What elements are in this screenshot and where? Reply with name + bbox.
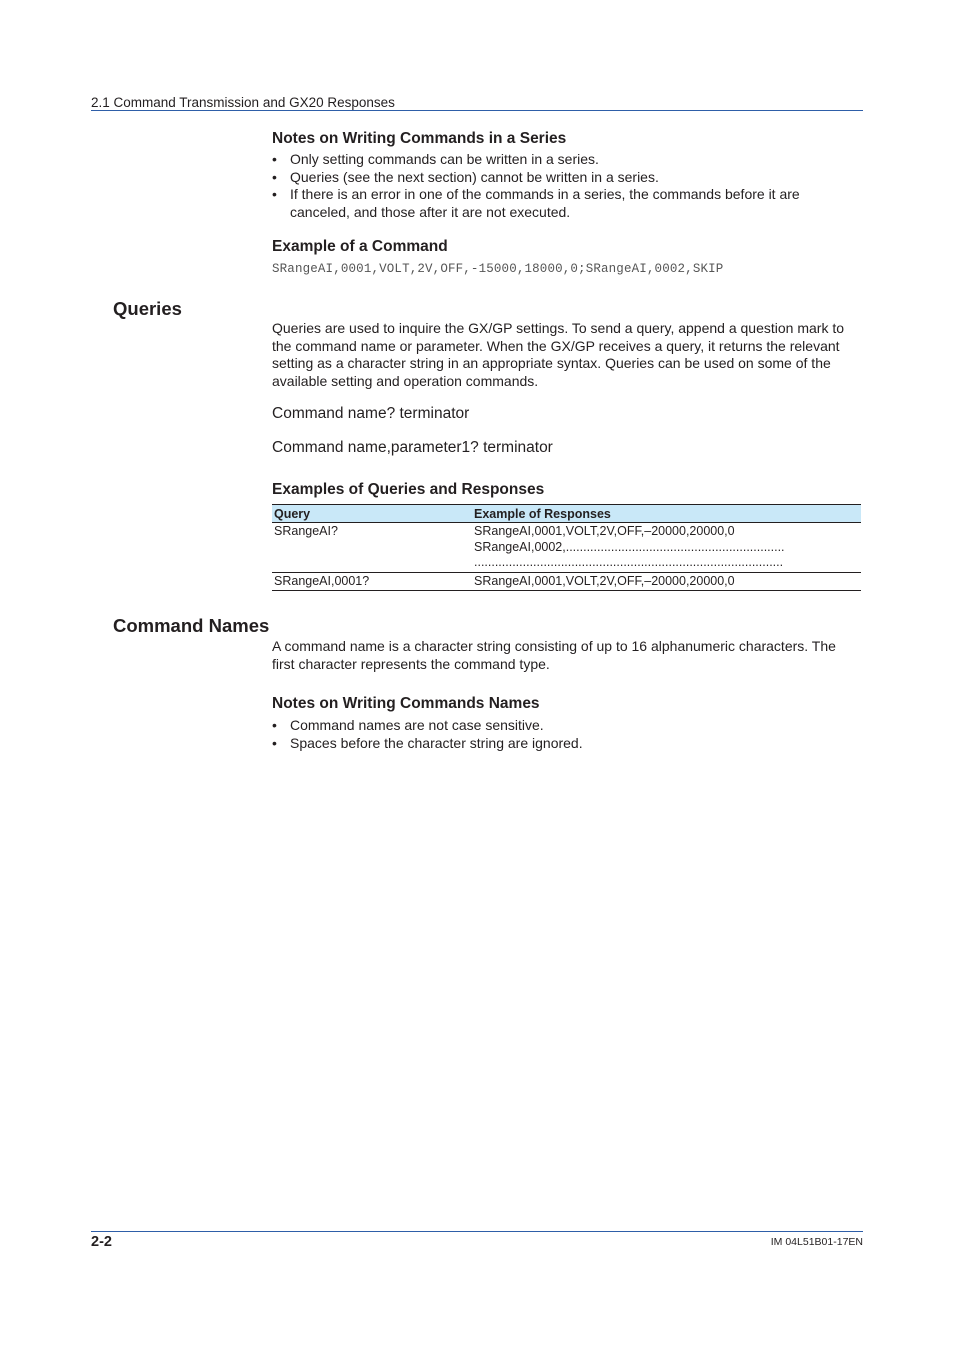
- table-header-row: [272, 505, 861, 523]
- column-header-query: Query: [272, 505, 472, 523]
- command-names-paragraph: A command name is a character string consisting of up to 16 alphanumeric characters. The first character represents the command type.: [272, 638, 836, 672]
- table-row: [272, 523, 861, 573]
- example-command-code: SRangeAI,0001,VOLT,2V,OFF,-15000,18000,0;SRangeAI,0002,SKIP: [272, 262, 724, 276]
- query-cell: SRangeAI,0001?: [272, 572, 472, 591]
- command-names-notes-heading: Notes on Writing Commands Names: [272, 695, 540, 712]
- command-names-notes-list: [272, 717, 832, 752]
- command-names-heading: Command Names: [113, 615, 270, 636]
- example-command-heading: Example of a Command: [272, 238, 448, 255]
- list-item: • Spaces before the character string are ignored.: [272, 734, 583, 751]
- query-syntax-1: Command name? terminator: [272, 405, 470, 422]
- page-number: 2-2: [91, 1234, 112, 1250]
- column-header-responses: Example of Responses: [472, 505, 861, 523]
- series-notes-heading: Notes on Writing Commands in a Series: [272, 130, 567, 147]
- response-line: SRangeAI,0001,VOLT,2V,OFF,–20000,20000,0: [474, 573, 735, 588]
- queries-paragraph: Queries are used to inquire the GX/GP settings. To send a query, append a question mark to the command name or parameter. When the GX/GP receives a query, it returns the relevant setting as a character string in an appropriate syntax. Queries can be used on some of the available setting and operation commands.: [272, 320, 845, 389]
- bullet-icon: •: [272, 186, 277, 202]
- queries-table: [272, 504, 861, 591]
- bullet-icon: •: [272, 168, 277, 185]
- running-header: 2.1 Command Transmission and GX20 Responses: [91, 95, 395, 110]
- table-row: [272, 572, 861, 591]
- list-item: • If there is an error in one of the commands in a series, the commands before it are canceled, and those after it are not executed.: [272, 186, 800, 220]
- bullet-icon: •: [272, 734, 277, 751]
- examples-table-heading: Examples of Queries and Responses: [272, 481, 545, 498]
- list-item: • Command names are not case sensitive.: [272, 717, 544, 733]
- response-cell: [472, 572, 861, 591]
- query-syntax-2: Command name,parameter1? terminator: [272, 439, 553, 456]
- query-cell: SRangeAI?: [272, 523, 472, 573]
- header-rule: [91, 110, 863, 111]
- bullet-icon: •: [272, 151, 277, 167]
- response-line: .........................................................................................: [474, 555, 784, 569]
- footer-rule: [91, 1231, 863, 1232]
- response-line: SRangeAI,0001,VOLT,2V,OFF,–20000,20000,0: [474, 524, 735, 538]
- list-item: • Queries (see the next section) cannot be written in a series.: [272, 168, 659, 185]
- list-item: • Only setting commands can be written in a series.: [272, 151, 599, 167]
- document-id: IM 04L51B01-17EN: [770, 1236, 863, 1248]
- bullet-icon: •: [272, 717, 277, 733]
- response-cell: [472, 523, 861, 573]
- response-line: SRangeAI,0002,...............................................................: [474, 539, 785, 554]
- queries-heading: Queries: [113, 298, 182, 319]
- series-notes-list: [272, 151, 832, 221]
